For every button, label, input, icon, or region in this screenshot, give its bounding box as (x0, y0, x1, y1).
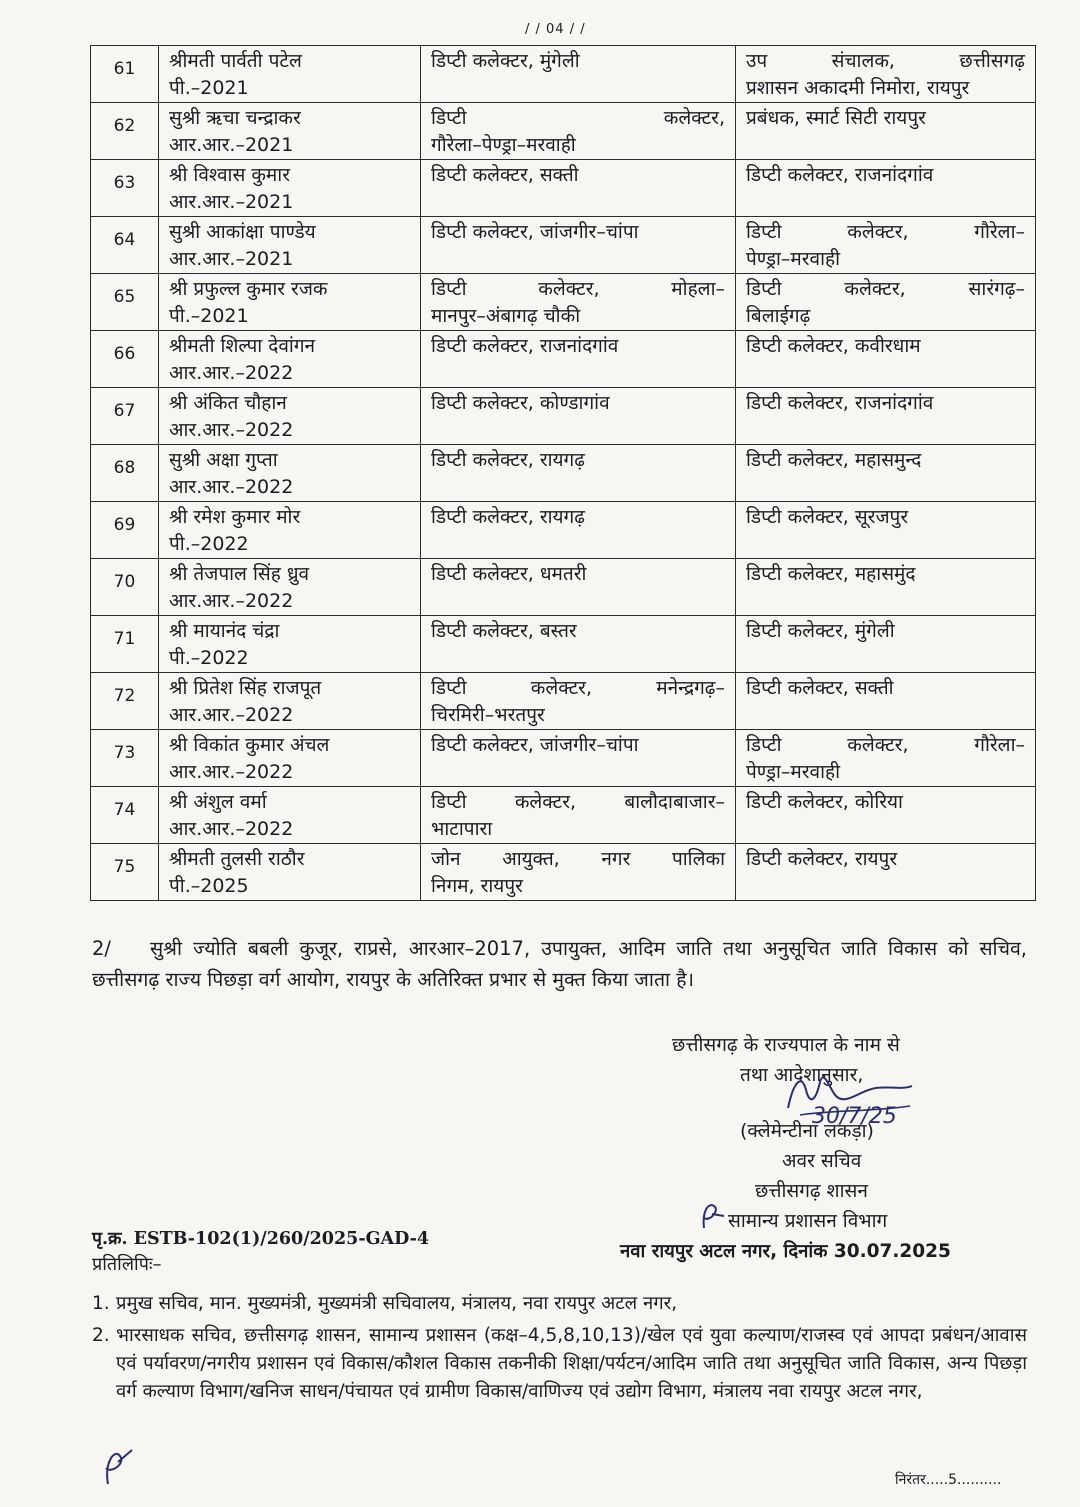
current-posting-line: डिप्टी कलेक्टर, (431, 107, 725, 129)
table-row (91, 844, 1036, 901)
table-row (91, 46, 1036, 103)
new-posting-line: डिप्टी कलेक्टर, गौरेला– (746, 734, 1025, 756)
new-posting (736, 673, 1036, 730)
officer-name: श्री तेजपाल सिंह ध्रुव (169, 563, 310, 585)
current-posting-line: डिप्टी कलेक्टर, राजनांदगांव (431, 335, 619, 357)
table-row (91, 673, 1036, 730)
current-posting (421, 217, 736, 274)
officer-name: श्रीमती शिल्पा देवांगन (169, 335, 316, 357)
current-posting-line: डिप्टी कलेक्टर, बस्तर (431, 620, 577, 642)
new-posting-line: डिप्टी कलेक्टर, कवीरधाम (746, 335, 921, 357)
officer-name: सुश्री अक्षा गुप्ता (169, 449, 278, 471)
current-posting (421, 445, 736, 502)
copy-list (92, 1290, 1027, 1410)
officer-name: श्री रमेश कुमार मोर (169, 506, 301, 528)
officer-batch: पी.–2021 (169, 77, 249, 99)
current-posting-line: मानपुर–अंबागढ़ चौकी (431, 305, 581, 327)
new-posting-line: बिलाईगढ़ (746, 305, 811, 327)
current-posting-line: डिप्टी कलेक्टर, धमतरी (431, 563, 587, 585)
table-row (91, 616, 1036, 673)
table-row (91, 217, 1036, 274)
new-posting-line: प्रशासन अकादमी निमोरा, रायपुर (746, 77, 970, 99)
current-posting (421, 274, 736, 331)
officer-batch: आर.आर.–2021 (169, 191, 294, 213)
officer-cell (159, 46, 421, 103)
signatory-name: (क्लेमेन्टीना लकड़ा) (740, 1120, 874, 1142)
serial-number: 68 (91, 445, 159, 502)
new-posting-line: डिप्टी कलेक्टर, सारंगढ़– (746, 278, 1025, 300)
current-posting (421, 46, 736, 103)
officer-batch: आर.आर.–2022 (169, 362, 294, 384)
current-posting-line: डिप्टी कलेक्टर, कोण्डागांव (431, 392, 610, 414)
initials-mark (698, 1198, 728, 1232)
officer-cell (159, 445, 421, 502)
serial-number: 61 (91, 46, 159, 103)
copy-item: 1. प्रमुख सचिव, मान. मुख्यमंत्री, मुख्यमंत्री सचिवालय, मंत्रालय, नवा रायपुर अटल नगर, (92, 1293, 678, 1314)
new-posting-line: पेण्ड्रा–मरवाही (746, 761, 841, 783)
current-posting (421, 388, 736, 445)
place-date: नवा रायपुर अटल नगर, दिनांक 30.07.2025 (620, 1241, 951, 1262)
table-row (91, 502, 1036, 559)
paragraph-number: 2/ (92, 937, 111, 960)
continued-note: निरंतर.....5.......... (895, 1472, 1002, 1488)
officer-name: श्री मायानंद चंद्रा (169, 620, 280, 642)
officer-batch: पी.–2022 (169, 647, 249, 669)
copy-heading: प्रतिलिपिः– (92, 1254, 162, 1275)
new-posting (736, 616, 1036, 673)
signature-line-1: छत्तीसगढ़ के राज्यपाल के नाम से (672, 1034, 900, 1056)
officer-name: श्री विश्वास कुमार (169, 164, 290, 186)
officer-batch: आर.आर.–2022 (169, 704, 294, 726)
officer-cell (159, 160, 421, 217)
officer-batch: आर.आर.–2022 (169, 590, 294, 612)
current-posting-line: गौरेला–पेण्ड्रा–मरवाही (431, 134, 576, 156)
new-posting-line: डिप्टी कलेक्टर, कोरिया (746, 791, 903, 813)
table-row (91, 388, 1036, 445)
signature-scribble (780, 1060, 920, 1130)
serial-number: 73 (91, 730, 159, 787)
table-row (91, 160, 1036, 217)
officer-batch: आर.आर.–2021 (169, 134, 294, 156)
new-posting (736, 331, 1036, 388)
current-posting (421, 559, 736, 616)
new-posting (736, 274, 1036, 331)
current-posting-line: डिप्टी कलेक्टर, रायगढ़ (431, 506, 585, 528)
table-row (91, 445, 1036, 502)
officer-cell (159, 103, 421, 160)
officer-cell (159, 673, 421, 730)
serial-number: 70 (91, 559, 159, 616)
signatory-department: सामान्य प्रशासन विभाग (728, 1210, 888, 1232)
new-posting-line: डिप्टी कलेक्टर, मुंगेली (746, 620, 895, 642)
current-posting-line: डिप्टी कलेक्टर, जांजगीर–चांपा (431, 734, 639, 756)
new-posting-line: डिप्टी कलेक्टर, रायपुर (746, 848, 898, 870)
new-posting (736, 103, 1036, 160)
current-posting-line: डिप्टी कलेक्टर, मोहला– (431, 278, 725, 300)
signatory-government: छत्तीसगढ़ शासन (755, 1180, 868, 1202)
new-posting (736, 844, 1036, 901)
serial-number: 64 (91, 217, 159, 274)
officer-batch: आर.आर.–2022 (169, 761, 294, 783)
transfer-table (90, 45, 1036, 901)
officer-batch: पी.–2022 (169, 533, 249, 555)
current-posting (421, 103, 736, 160)
officer-name: सुश्री ऋचा चन्द्राकर (169, 107, 301, 129)
officer-batch: आर.आर.–2021 (169, 248, 294, 270)
table-row (91, 331, 1036, 388)
table-row (91, 103, 1036, 160)
new-posting (736, 217, 1036, 274)
new-posting (736, 502, 1036, 559)
new-posting-line: डिप्टी कलेक्टर, महासमुन्द (746, 449, 922, 471)
current-posting-line: डिप्टी कलेक्टर, जांजगीर–चांपा (431, 221, 639, 243)
current-posting-line: भाटापारा (431, 818, 493, 840)
new-posting-line: डिप्टी कलेक्टर, सूरजपुर (746, 506, 909, 528)
officer-cell (159, 787, 421, 844)
new-posting (736, 388, 1036, 445)
officer-batch: आर.आर.–2022 (169, 419, 294, 441)
new-posting-line: प्रबंधक, स्मार्ट सिटी रायपुर (746, 107, 926, 129)
officer-cell (159, 274, 421, 331)
current-posting (421, 160, 736, 217)
reference-number: पृ.क्र. ESTB-102(1)/260/2025-GAD-4 (92, 1229, 430, 1249)
officer-cell (159, 730, 421, 787)
serial-number: 75 (91, 844, 159, 901)
officer-cell (159, 217, 421, 274)
current-posting (421, 502, 736, 559)
handwritten-date: 30/7/25 (812, 1104, 897, 1129)
copy-item: 2. भारसाधक सचिव, छत्तीसगढ़ शासन, सामान्य प्रशासन (कक्ष–4,5,8,10,13)/खेल एवं युवा कल्याण/राजस्व एवं आपदा प्रबंधन/आवास एवं पर्यावरण/नगरीय प्रशासन एवं विकास/कौशल विकास तकनीकी शिक्षा/पर्यटन/आदिम जाति तथा अनुसूचित जाति विकास, अन्य पिछड़ा वर्ग कल्याण विभाग/खनिज साधन/पंचायत एवं ग्रामीण विकास/वाणिज्य एवं उद्योग विभाग, मंत्रालय नवा रायपुर अटल नगर, (92, 1325, 1027, 1402)
current-posting-line: निगम, रायपुर (431, 875, 523, 897)
new-posting (736, 787, 1036, 844)
officer-batch: पी.–2025 (169, 875, 249, 897)
new-posting-line: डिप्टी कलेक्टर, राजनांदगांव (746, 392, 934, 414)
current-posting-line: जोन आयुक्त, नगर पालिका (431, 848, 725, 870)
officer-cell (159, 331, 421, 388)
new-posting-line: डिप्टी कलेक्टर, सक्ती (746, 677, 894, 699)
paragraph-text: सुश्री ज्योति बबली कुजूर, राप्रसे, आरआर–2017, उपायुक्त, आदिम जाति तथा अनुसूचित जाति विकास को सचिव, छत्तीसगढ़ राज्य पिछड़ा वर्ग आयोग, रायपुर के अतिरिक्त प्रभार से मुक्त किया जाता है। (92, 937, 1027, 991)
current-posting-line: डिप्टी कलेक्टर, मुंगेली (431, 50, 580, 72)
new-posting-line: उप संचालक, छत्तीसगढ़ (746, 50, 1025, 72)
officer-name: श्री विकांत कुमार अंचल (169, 734, 330, 756)
officer-name: श्री प्रितेश सिंह राजपूत (169, 677, 322, 699)
serial-number: 72 (91, 673, 159, 730)
current-posting (421, 331, 736, 388)
current-posting (421, 787, 736, 844)
officer-name: श्रीमती तुलसी राठौर (169, 848, 305, 870)
current-posting-line: चिरमिरी–भरतपुर (431, 704, 545, 726)
officer-name: श्री अंकित चौहान (169, 392, 287, 414)
new-posting-line: डिप्टी कलेक्टर, गौरेला– (746, 221, 1025, 243)
serial-number: 66 (91, 331, 159, 388)
officer-name: सुश्री आकांक्षा पाण्डेय (169, 221, 316, 243)
table-row (91, 730, 1036, 787)
serial-number: 67 (91, 388, 159, 445)
new-posting (736, 559, 1036, 616)
officer-cell (159, 616, 421, 673)
table-row (91, 787, 1036, 844)
initials-mark-bottom (100, 1440, 140, 1490)
table-row (91, 274, 1036, 331)
current-posting (421, 844, 736, 901)
signatory-designation: अवर सचिव (782, 1150, 862, 1172)
officer-batch: आर.आर.–2022 (169, 818, 294, 840)
officer-name: श्री अंशुल वर्मा (169, 791, 267, 813)
officer-cell (159, 559, 421, 616)
current-posting (421, 673, 736, 730)
officer-cell (159, 844, 421, 901)
new-posting (736, 46, 1036, 103)
officer-batch: पी.–2021 (169, 305, 249, 327)
current-posting-line: डिप्टी कलेक्टर, सक्ती (431, 164, 579, 186)
page-number: / / 04 / / (525, 22, 586, 37)
new-posting-line: पेण्ड्रा–मरवाही (746, 248, 841, 270)
serial-number: 62 (91, 103, 159, 160)
officer-batch: आर.आर.–2022 (169, 476, 294, 498)
current-posting (421, 616, 736, 673)
serial-number: 65 (91, 274, 159, 331)
signature-line-2: तथा आदेशानुसार, (740, 1064, 864, 1086)
new-posting (736, 730, 1036, 787)
current-posting (421, 730, 736, 787)
officer-cell (159, 388, 421, 445)
current-posting-line: डिप्टी कलेक्टर, बालौदाबाजार– (431, 791, 725, 813)
current-posting-line: डिप्टी कलेक्टर, रायगढ़ (431, 449, 585, 471)
new-posting (736, 160, 1036, 217)
table-row (91, 559, 1036, 616)
new-posting-line: डिप्टी कलेक्टर, महासमुंद (746, 563, 916, 585)
paragraph-2 (92, 933, 1027, 995)
serial-number: 74 (91, 787, 159, 844)
current-posting-line: डिप्टी कलेक्टर, मनेन्द्रगढ़– (431, 677, 725, 699)
officer-cell (159, 502, 421, 559)
new-posting (736, 445, 1036, 502)
serial-number: 71 (91, 616, 159, 673)
officer-name: श्रीमती पार्वती पटेल (169, 50, 302, 72)
new-posting-line: डिप्टी कलेक्टर, राजनांदगांव (746, 164, 934, 186)
serial-number: 69 (91, 502, 159, 559)
serial-number: 63 (91, 160, 159, 217)
officer-name: श्री प्रफुल्ल कुमार रजक (169, 278, 328, 300)
